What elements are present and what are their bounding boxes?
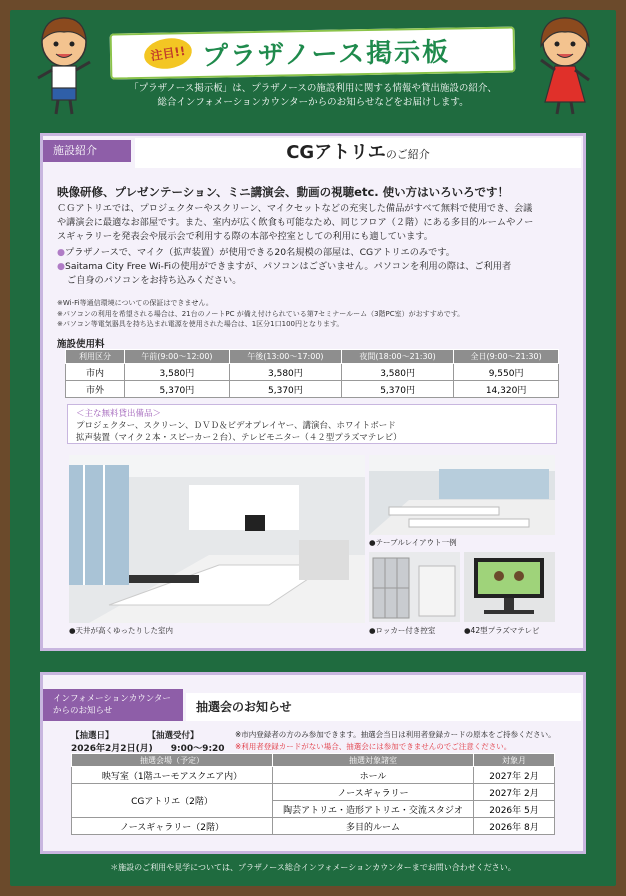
lottery-room: 多目的ルーム <box>273 818 474 835</box>
bullet-text: ご自身のパソコンをお持ち込みください。 <box>67 275 242 286</box>
fee-table <box>65 349 559 398</box>
facility-description <box>57 202 573 244</box>
bullet-microphone <box>57 246 573 260</box>
lottery-month: 2026年 8月 <box>474 818 555 835</box>
lottery-header-cell: 抽選会場（予定） <box>72 754 273 767</box>
note-line: ※Wi-Fi等通信環境についての保証はできません。 <box>57 299 213 307</box>
bullet-dot-icon: ● <box>57 261 66 272</box>
fee-cell: 5,370円 <box>125 381 230 398</box>
fee-row <box>66 364 559 381</box>
lottery-month: 2026年 5月 <box>474 801 555 818</box>
fee-header-row <box>66 350 559 364</box>
girl-illustration <box>533 16 597 116</box>
title-banner <box>110 26 516 79</box>
fee-cell: 5,370円 <box>229 381 341 398</box>
lottery-panel <box>40 672 586 854</box>
equipment-heading: ＜主な無料貸出備品＞ <box>76 409 162 419</box>
fee-cell: 5,370円 <box>341 381 453 398</box>
tag-line: からのお知らせ <box>53 706 113 716</box>
locker-room-photo <box>369 552 460 622</box>
caption-tv: ●42型プラズマテレビ <box>464 626 540 635</box>
caption-main: ●天井が高くゆったりした室内 <box>69 626 173 635</box>
desc-line: ＣＧアトリエでは、プロジェクターやスクリーン、マイクセットなどの充実した備品がすべて無料で使用でき、会議 <box>57 203 533 214</box>
lottery-venue: ノースギャラリー（2階） <box>72 818 273 835</box>
facility-title: CGアトリエ <box>286 142 386 163</box>
lottery-venue: CGアトリエ（2階） <box>72 784 273 818</box>
desc-line: スギャラリーを発表会や展示会で利用する際の本部や控室としての利用にも適しています。 <box>57 231 433 242</box>
board-title: プラザノース掲示板 <box>201 37 451 72</box>
lottery-room: 陶芸アトリエ・造形アトリエ・交流スタジオ <box>273 801 474 818</box>
fee-header-cell: 午後(13:00～17:00) <box>229 350 341 364</box>
note-line: ※パソコンの利用を希望される場合は、21台のノートPC が備え付けられている第7セミナールーム（3階PC室）がおすすめです。 <box>57 309 465 318</box>
intro-line: 総合インフォメーションカウンターからのお知らせなどをお届けします。 <box>157 97 469 108</box>
lottery-note: ※市内登録者の方のみ参加できます。抽選会当日は利用者登録カードの原本をご持参ください。 <box>235 730 556 739</box>
caption-locker: ●ロッカー付き控室 <box>369 626 436 635</box>
fee-cell: 市内 <box>66 364 125 381</box>
tag-line: インフォメーションカウンター <box>53 694 171 704</box>
facility-heading <box>135 138 581 168</box>
room-main-photo <box>69 455 365 623</box>
lottery-warning: ※利用者登録カードがない場合、抽選会には参加できませんのでご注意ください。 <box>235 742 512 751</box>
lottery-row <box>72 767 555 784</box>
info-counter-tag <box>43 689 183 721</box>
equipment-line: プロジェクター、スクリーン、ＤＶＤ＆ビデオプレイヤー、講演台、ホワイトボード <box>76 421 396 431</box>
table-layout-photo <box>369 455 555 535</box>
lottery-room: ノースギャラリー <box>273 784 474 801</box>
lottery-row <box>72 818 555 835</box>
fee-cell: 14,320円 <box>454 381 559 398</box>
fee-cell: 市外 <box>66 381 125 398</box>
intro-line: 「プラザノース掲示板」は、プラザノースの施設利用に関する情報や貸出施設の紹介、 <box>129 83 497 94</box>
note-line: ※パソコン等電気器具を持ち込まれ電源を使用された場合は、1区分1口100円となります。 <box>57 320 344 328</box>
lottery-table <box>71 753 555 835</box>
facility-panel <box>40 133 586 651</box>
bullet-text: プラザノースで、マイク（拡声装置）が使用できる20名規模の部屋は、CGアトリエのみです。 <box>65 247 455 258</box>
lottery-date-value: 2026年2月2日(月) 9:00～9:20 <box>71 744 225 754</box>
fee-header-cell: 夜間(18:00～21:30) <box>341 350 453 364</box>
fee-cell: 3,580円 <box>229 364 341 381</box>
intro-text <box>90 82 536 110</box>
boy-illustration <box>32 16 96 116</box>
lottery-row <box>72 784 555 801</box>
facility-lead: 映像研修、プレゼンテーション、ミニ講演会、動画の視聴etc. 使い方はいろいろです！ <box>57 185 510 199</box>
attention-badge: 注目!! <box>142 35 194 72</box>
fee-cell: 9,550円 <box>454 364 559 381</box>
bullet-dot-icon: ● <box>57 247 66 258</box>
fee-header-cell: 全日(9:00～21:30) <box>454 350 559 364</box>
fee-header-cell: 利用区分 <box>66 350 125 364</box>
fee-header-cell: 午前(9:00～12:00) <box>125 350 230 364</box>
lottery-venue: 映写室（1階ユーモアスクエア内） <box>72 767 273 784</box>
lottery-title: 抽選会のお知らせ <box>186 693 581 721</box>
lottery-header-cell: 対象月 <box>474 754 555 767</box>
lottery-month: 2027年 2月 <box>474 784 555 801</box>
equipment-line: 拡声装置（マイク２本・スピーカー２台）、テレビモニター（４２型プラズマテレビ） <box>76 433 402 443</box>
footer-note: ＊施設のご利用や見学については、プラザノース総合インフォメーションカウンターまでお問い合わせください。 <box>110 863 516 872</box>
lottery-header-row <box>72 754 555 767</box>
facility-title-suffix: のご紹介 <box>385 148 430 161</box>
lottery-month: 2027年 2月 <box>474 767 555 784</box>
facility-tag: 施設紹介 <box>43 140 131 162</box>
bullet-text: Saitama City Free Wi-Fiの使用ができますが、パソコンはございません。パソコンを利用の際は、ご利用者 <box>65 261 512 272</box>
fee-row <box>66 381 559 398</box>
caption-table-layout: ●テーブルレイアウト一例 <box>369 538 457 547</box>
fee-cell: 3,580円 <box>125 364 230 381</box>
fee-cell: 3,580円 <box>341 364 453 381</box>
lottery-room: ホール <box>273 767 474 784</box>
desc-line: や講演会に最適なお部屋です。また、室内が広く飲食も可能なため、同じフロア（２階）にある多目的ルームやノー <box>57 217 534 228</box>
plasma-tv-photo <box>464 552 555 622</box>
lottery-header-cell: 抽選対象諸室 <box>273 754 474 767</box>
bullet-wifi <box>57 260 573 288</box>
lottery-date-label: 【抽選日】 【抽選受付】 <box>71 731 199 741</box>
facility-notes <box>57 298 573 330</box>
equipment-box <box>67 404 557 444</box>
fee-title: 施設使用料 <box>57 339 105 350</box>
